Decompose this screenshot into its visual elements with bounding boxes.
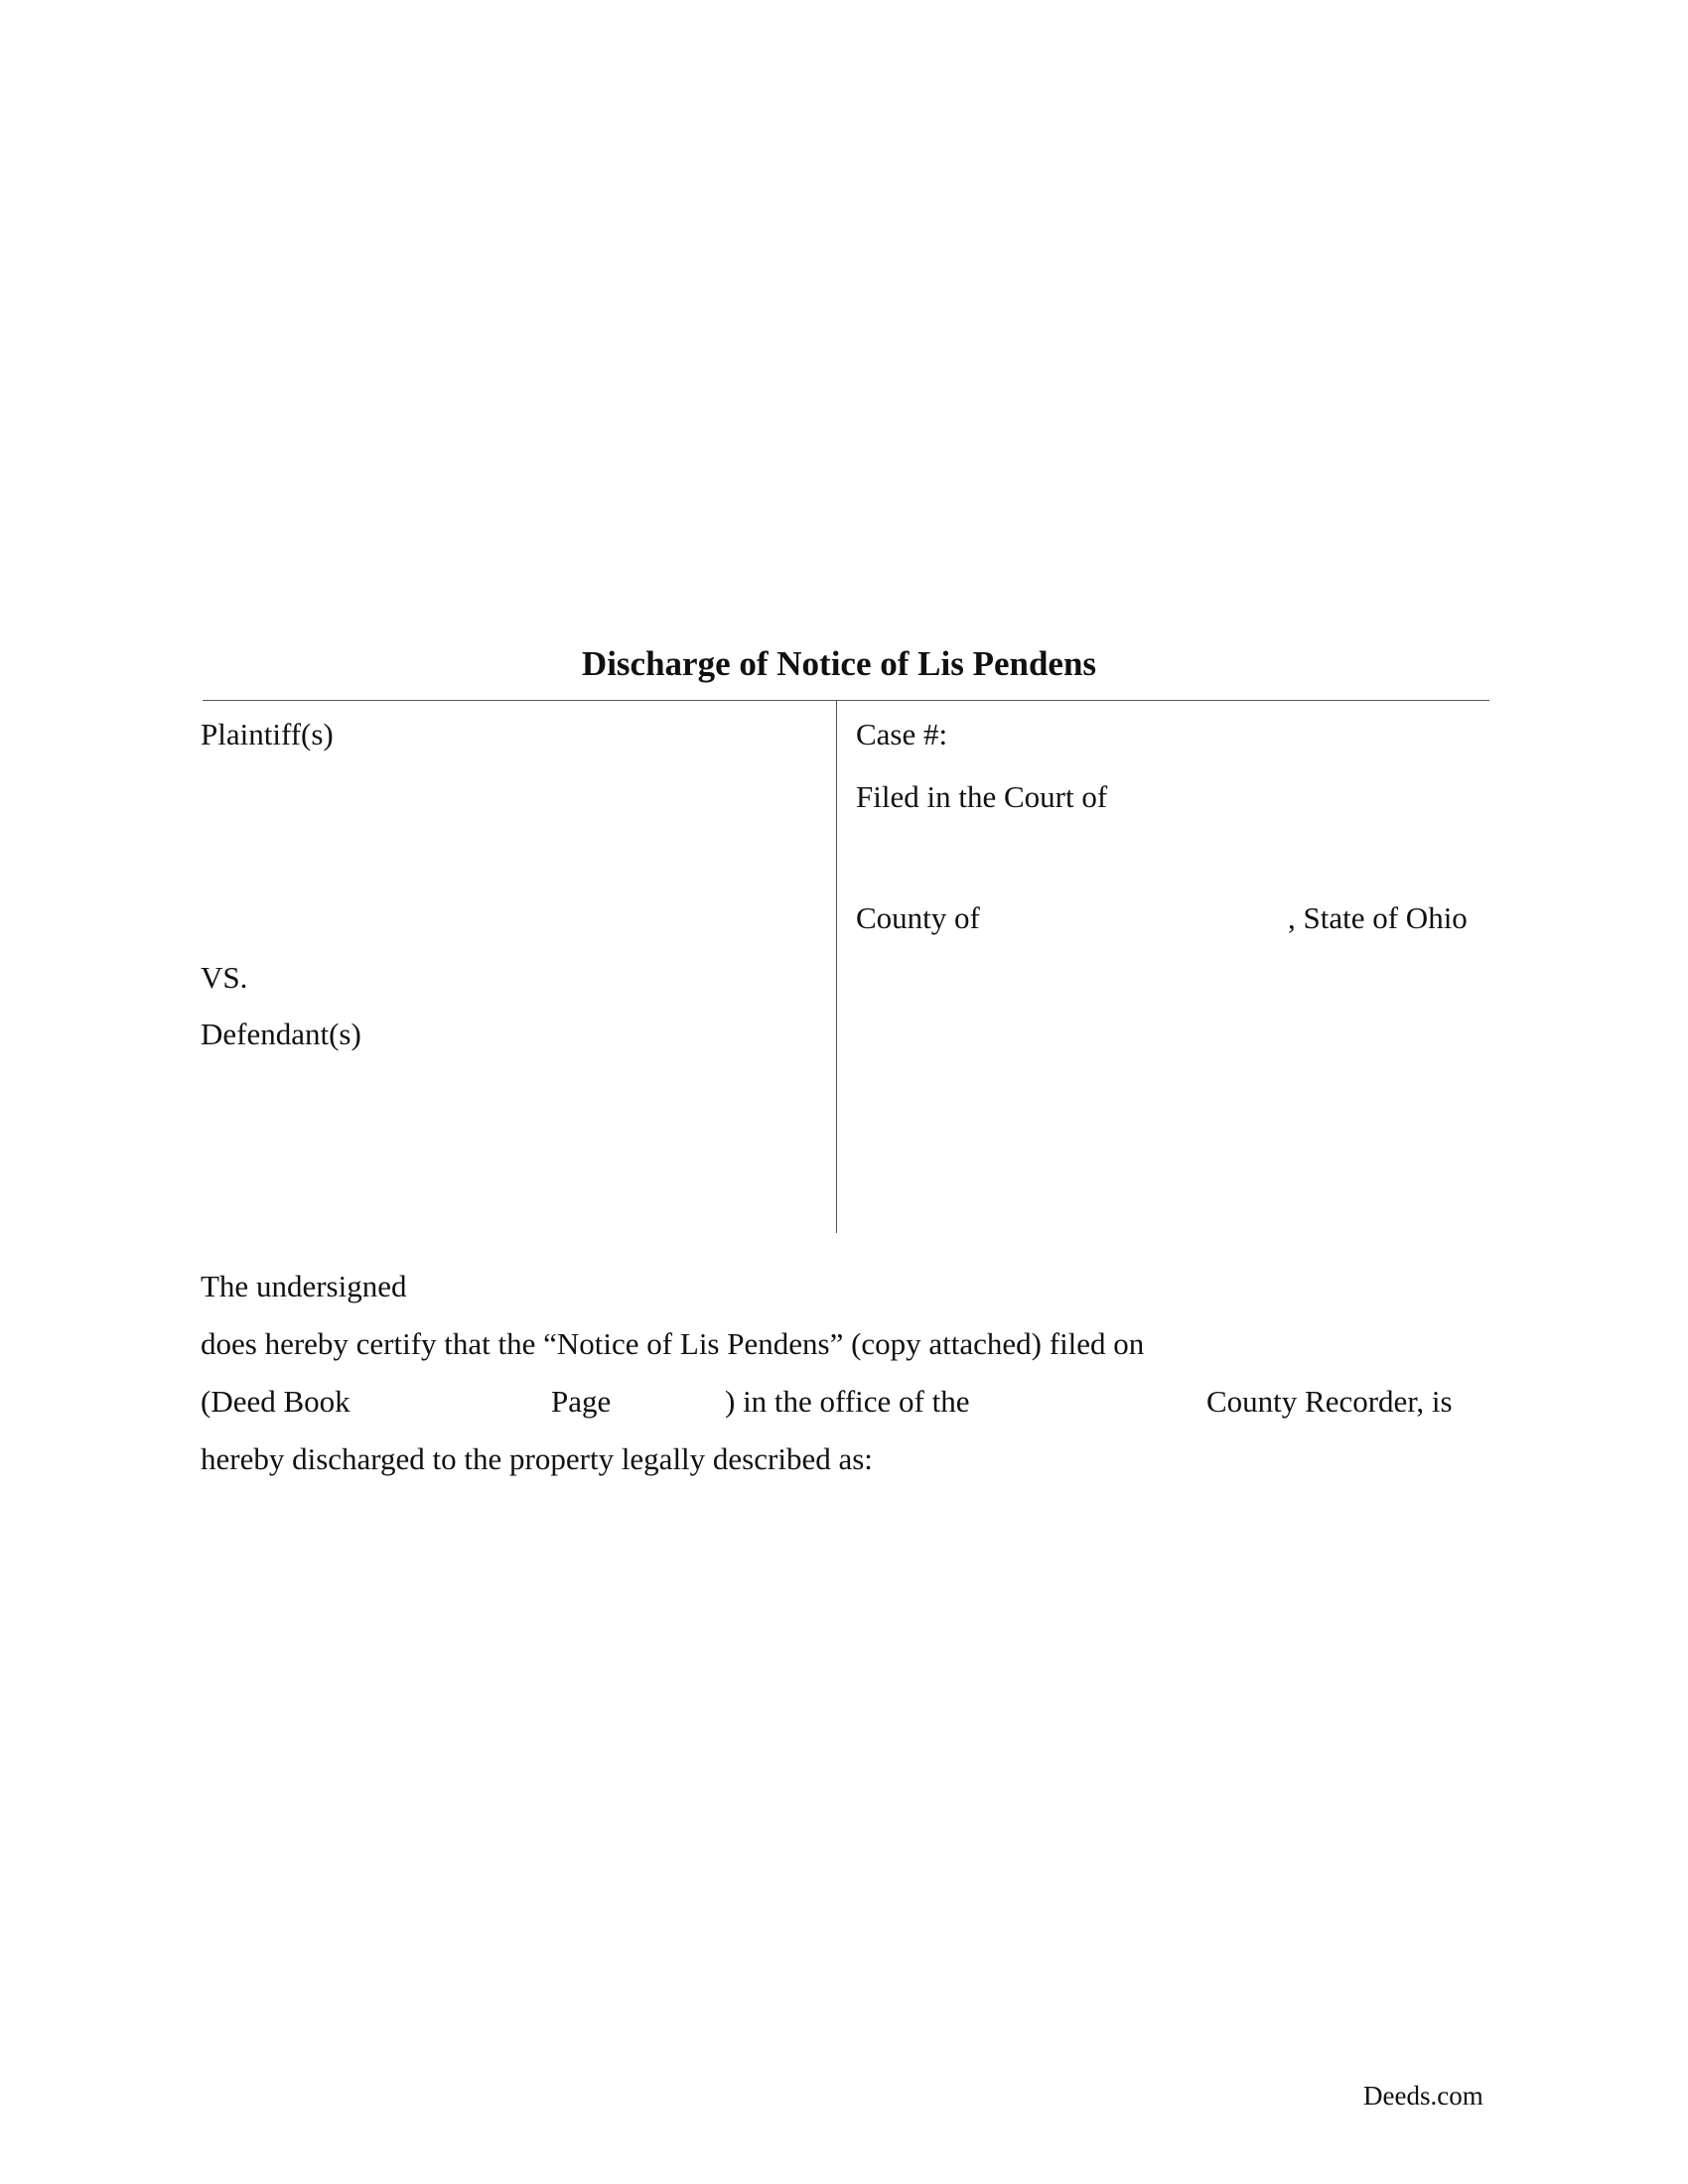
county-label: County of: [856, 900, 980, 935]
filed-in-court-label: Filed in the Court of: [856, 779, 1108, 814]
document-title: Discharge of Notice of Lis Pendens: [581, 644, 1097, 683]
vs-label: VS.: [201, 960, 248, 995]
defendant-label: Defendant(s): [201, 1017, 361, 1051]
undersigned-line: The undersigned: [201, 1269, 407, 1303]
certify-line: does hereby certify that the “Notice of Lis Pendens” (copy attached) filed on: [201, 1326, 1145, 1361]
caption-divider: [836, 701, 837, 1233]
page-label: Page: [551, 1384, 612, 1419]
office-label: ) in the office of the: [725, 1384, 970, 1419]
state-label: , State of Ohio: [1288, 900, 1468, 935]
case-number-label: Case #:: [856, 717, 948, 751]
plaintiff-label: Plaintiff(s): [201, 717, 334, 751]
deed-book-label: (Deed Book: [201, 1384, 351, 1419]
county-recorder-label: County Recorder, is: [1206, 1384, 1453, 1419]
footer-brand: Deeds.com: [1363, 2081, 1483, 2111]
discharged-line: hereby discharged to the property legally described as:: [201, 1441, 873, 1476]
caption-top-rule: [203, 700, 1489, 701]
